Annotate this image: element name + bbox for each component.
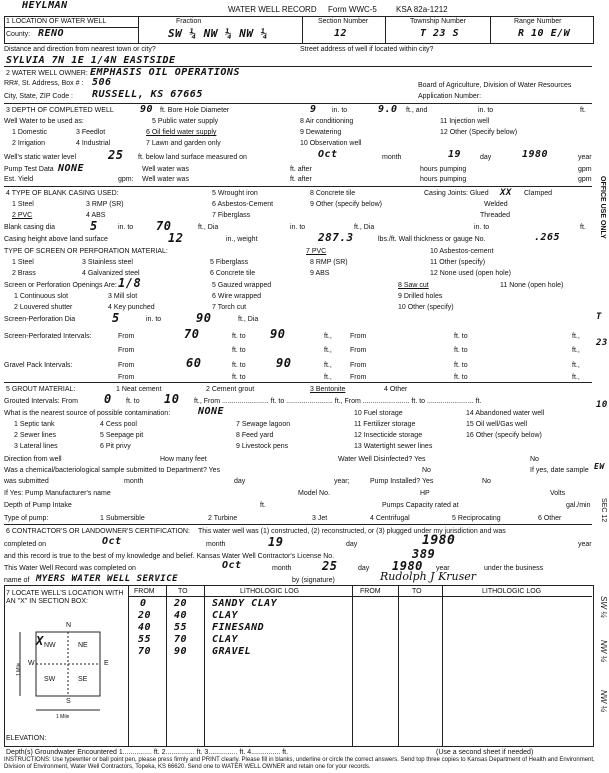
source-option[interactable]: 8 Feed yard xyxy=(236,432,274,439)
clamped-label: Clamped xyxy=(524,190,553,197)
log-row-from: 0 xyxy=(140,598,147,609)
contamination-label: What is the nearest source of possible contamination: xyxy=(4,410,171,417)
statute: KSA 82a-1212 xyxy=(396,5,448,14)
business-label: under the business xyxy=(484,565,544,572)
in-to-label-2: in. to xyxy=(290,224,306,231)
screen-option[interactable]: 9 ABS xyxy=(310,270,330,277)
static-ft-label: ft. below land surface measured on xyxy=(138,154,247,161)
water-well-record-form: HEYLMAN WATER WELL RECORD Form WWC-5 KSA 82a-1212 1 LOCATION OF WATER WELL County: RENO Fraction SW ¼ NW ¼ NW ¼ Section Number 12 Township Number T 23 S Range Number R 10 E/W Distance and direction from nearest town or city? Street address of well if located within city? SYLVIA 7N 1E 1/4N EASTSIDE 2 WATER WELL OWNER: EMPHASIS OIL OPERATIONS RR#, St. Address, Box # : 506 Board of Agriculture, Division of Water Resources City, State, ZIP Code : RUSSELL, KS 67665 Application Number: 3 DEPTH OF COMPLETED WELL 90 ft. Bore Hole Diameter 9 in. to 9.0 ft., and in. to ft. Well Water to be used as: 5 Public water supply 8 Air conditioning 11 Injection well 1 Domestic 3 Feedlot 6 Oil field water supply 9 Dewatering 12 Other (Specify below) 2 Irrigation 4 Industrial 7 Lawn and garden only 10 Observation well Well's static water level 25 ft. below land surface measured on Oct month 19 day 1980 year Pump Test Data NONE Well water was ft. after hours pumping gpm Est. Yield gpm: Well water was ft. after hours pumping gpm 4 TYPE OF BLANK CASING USED: 5 Wrought iron 8 Concrete tile Casing Joints: Glued XX Clamped 1 Steel 3 RMP (SR) 6 Asbestos-Cement 9 Other (specify below) Welded 2 PVC 4 ABS 7 Fiberglass Threaded Blank casing dia 5 in. to 70 ft., Dia in. to ft., Dia in. to ft. Casing height above land surface 12 in., weight 287.3 lbs./ft. Wall thickness or gauge No. .265 TYPE OF SCREEN OR PERFORATION MATERIAL: 7 PVC 10 Asbestos-cement 1 Steel 3 Stainless steel 5 Fiberglass 8 RMP (SR) 11 Other (specify) 2 Brass 4 Galvanized steel 6 Concrete tile 9 ABS 12 None used (open hole) Screen or Perforation Openings Are: 1/8 5 Gauzed wrapped 8 Saw cut 11 None (open hole) 1 Continuous slot 3 Mill slot 6 Wire wrapped 9 Drilled holes 2 Louvered shutter 4 Key punched 7 Torch cut 10 Other (specify) Screen-Perforation Dia 5 in. to 90 ft., Dia Screen-Perforated Intervals: From 70 ft. to 90 ft., From ft. to ft., From ft. to ft., From ft. to ft., Gravel Pack Intervals: From 60 ft. to 90 ft., From ft. to ft., From ft. to ft., From ft. to ft., 5 GROUT MATERIAL: 1 Neat cement 2 Cement grout 3 Bentonite 4 Other Grouted Intervals: From 0 ft. to 10 ft., From ........................ ft. to ........................ ft., From ........................ ft. to ........................ ft. What is the nearest source of possible contamination: NONE 1 Septic tank 4 Cess pool 7 Sewage lagoon 10 Fuel storage 14 Abandoned water well 2 Sewer lines 5 Seepage pit 8 Feed yard 11 Fertilizer storage 15 Oil well/Gas well 3 Lateral lines 6 Pit privy 9 Livestock pens 12 Insecticide storage 16 Other (specify below) 13 Watertight sewer lines Direction from well How many feet Water Well Disinfected? Yes No Was a chemical/bacteriological sample submitted to Department? Yes No If yes, date sample was submitted month day year; Pump Installed? Yes No If Yes: Pump Manufacturer's name Model No. HP Volts Depth of Pump Intake ft. Pumps Capacity rated at gal./min Type of pump: 1 Submersible 2 Turbine 3 Jet 4 Centrifugal 5 Reciprocating 6 Other 6 CONTRACTOR'S OR LANDOWNER'S CERTIFICATION: This water well was (1) constructed, (2) reconstructed, or (3) plugged under my jurisdiction and was completed on Oct month 19 day 1980 year and this record is true to the best of my knowledge and belief. Kansas Water Well Contractor's License No. 389 This Water Well Record was completed on Oct month 25 day 1980 year under the business name of MYERS WATER WELL SERVICE by (signature) Rudolph J Kruser 7 LOCATE WELL'S LOCATION WITH AN "X" IN SECTION BOX: FROM TO LITHOLOGIC LOG FROM TO LITHOLOGIC LOG 0 20 SANDY CLAY 20 40 CLAY 40 55 FINESAND 55 70 CLAY 70 90 GRAVEL N S E W NW NE SW SE X 1 Mile 1 Mile ELEVATION: Depth(s) Groundwater Encountered 1............... ft. 2............... ft. 3............... ft. 4............... ft. (Use a second sheet if needed) INSTRUCTIONS: Use typewriter or ball point pen, please press firmly and PRINT clearly. Please fill in blanks, underline or circle the correct answers. Send top three copies to Kansas Department of Health and Environment, Division of Environment, Water Well Contractors, Topeka, KS 66620. Send one to WATER WELL OWNER and retain one for your records. OFFICE USE ONLY T 23 10 EW SEC 12 SW ¼ NW ¼ NW ¼ xyxy=(4,0,608,770)
log-row-description: GRAVEL xyxy=(212,646,252,657)
section7-title: 7 LOCATE WELL'S LOCATION WITH AN "X" IN SECTION BOX: xyxy=(6,590,124,605)
in-to-label: in. to xyxy=(146,316,162,323)
groundwater-depths: Depth(s) Groundwater Encountered 1............... ft. 2............... ft. 3............... ft. 4............... ft. xyxy=(6,749,289,756)
ft-to-label-7: ft. to xyxy=(232,374,246,381)
side-note: NW ¼ xyxy=(599,690,608,713)
ft-after-label: ft. after xyxy=(290,166,312,173)
gpm-label-3: gpm xyxy=(578,176,592,183)
side-note: 23 xyxy=(596,338,608,348)
opening-option[interactable]: 3 Mill slot xyxy=(108,293,138,300)
use-option[interactable]: 4 Industrial xyxy=(76,140,111,147)
static-label: Well's static water level xyxy=(4,154,77,161)
cert-text-2: and this record is true to the best of my knowledge and belief. Kansas Water Well Contractor's License No. xyxy=(4,553,335,560)
from-label-5: From xyxy=(118,362,135,369)
ft-to-label-2: ft. to xyxy=(454,333,468,340)
name-of-label: name of xyxy=(4,577,30,584)
top-handwritten-name: HEYLMAN xyxy=(22,0,68,11)
ft-after-label-2: ft. after xyxy=(290,176,312,183)
opening-option[interactable]: 5 Gauzed wrapped xyxy=(212,282,272,289)
casing-option-selected[interactable]: 2 PVC xyxy=(12,212,33,219)
well-water-label: Well water was xyxy=(142,166,189,173)
completed-month: Oct xyxy=(102,536,122,547)
ft-end-label: ft. xyxy=(580,107,586,114)
bore-value: 9 xyxy=(310,104,317,115)
static-month: Oct xyxy=(318,149,338,160)
side-note: T xyxy=(596,312,602,322)
rr-label: RR#, St. Address, Box # : xyxy=(4,80,84,87)
source-option[interactable]: 11 Fertilizer storage xyxy=(354,421,416,428)
screen-option[interactable]: 6 Concrete tile xyxy=(210,270,256,277)
log-from-header: FROM xyxy=(134,588,155,595)
screen-option[interactable]: 8 RMP (SR) xyxy=(310,259,348,266)
instructions: INSTRUCTIONS: Use typewriter or ball point pen, please press firmly and PRINT clearly. Please fill in blanks, underline or circle the correct answers. Send top three copies to Kansas Department of Health and Environment, Division of Environment, Water Well Contractors, Topeka, KS 66620. Send one to WATER WELL OWNER and retain one for your records. xyxy=(4,757,595,770)
screen-option[interactable]: 3 Stainless steel xyxy=(82,259,133,266)
opening-option[interactable]: 7 Torch cut xyxy=(212,304,247,311)
screen-option[interactable]: 11 Other (specify) xyxy=(430,259,486,266)
source-option[interactable]: 2 Sewer lines xyxy=(14,432,57,439)
month-label: month xyxy=(382,154,402,161)
screen-intervals-label: Screen-Perforated Intervals: xyxy=(4,333,92,340)
use-option[interactable]: 10 Observation well xyxy=(300,140,362,147)
casing-option[interactable]: 1 Steel xyxy=(12,201,34,208)
log-to-header-2: TO xyxy=(412,588,422,595)
source-option[interactable]: 5 Seepage pit xyxy=(100,432,144,439)
fraction-value: SW ¼ NW ¼ NW ¼ xyxy=(168,27,268,40)
use-option[interactable]: 7 Lawn and garden only xyxy=(146,140,221,147)
compass-south: S xyxy=(66,698,71,705)
casing-option[interactable]: 7 Fiberglass xyxy=(212,212,251,219)
log-row-description: SANDY CLAY xyxy=(212,598,278,609)
ft-to-label: ft. to xyxy=(232,333,246,340)
log-row-to: 70 xyxy=(174,634,188,645)
source-option[interactable]: 15 Oil well/Gas well xyxy=(466,421,528,428)
pump-type-option[interactable]: 6 Other xyxy=(538,515,562,522)
model-label: Model No. xyxy=(298,490,330,497)
screen-option[interactable]: 10 Asbestos-cement xyxy=(430,248,494,255)
hp-label: HP xyxy=(420,490,430,497)
opening-option[interactable]: 2 Louvered shutter xyxy=(14,304,73,311)
weight-label: in., weight xyxy=(226,236,258,243)
manufacturer-label: If Yes: Pump Manufacturer's name xyxy=(4,490,111,497)
log-row-description: FINESAND xyxy=(212,622,265,633)
from-label-3: From xyxy=(118,347,135,354)
street-label: Street address of well if located within city? xyxy=(300,46,434,53)
log-row-from: 55 xyxy=(138,634,152,645)
log-row-from: 40 xyxy=(138,622,152,633)
ft-dia-label-2: ft., Dia xyxy=(354,224,375,231)
pump-type-option[interactable]: 2 Turbine xyxy=(208,515,238,522)
from-label-8: From xyxy=(350,374,367,381)
source-option[interactable]: 14 Abandoned water well xyxy=(466,410,545,417)
grout-option[interactable]: 4 Other xyxy=(384,386,408,393)
casing-option[interactable]: 5 Wrought iron xyxy=(212,190,258,197)
static-value: 25 xyxy=(108,148,124,162)
use-option[interactable]: 12 Other (Specify below) xyxy=(440,129,518,136)
compass-north: N xyxy=(66,622,72,629)
county-label: County: xyxy=(6,31,31,38)
completed-day: 19 xyxy=(268,535,284,549)
casing-option[interactable]: 6 Asbestos-Cement xyxy=(212,201,274,208)
in-to-label-2: in. to xyxy=(478,107,494,114)
ft-to-label-3: ft. to xyxy=(232,347,246,354)
section6-title: 6 CONTRACTOR'S OR LANDOWNER'S CERTIFICATION: xyxy=(6,528,190,535)
ft-label-4: ft., xyxy=(572,347,580,354)
log-row-from: 20 xyxy=(138,610,152,621)
owner-value: EMPHASIS OIL OPERATIONS xyxy=(90,67,240,78)
source-option[interactable]: 4 Cess pool xyxy=(100,421,137,428)
wall-value: .265 xyxy=(534,232,561,243)
gpm-label: gpm xyxy=(578,166,592,173)
capacity-label: Pumps Capacity rated at xyxy=(382,502,459,509)
blank-dia-value: 5 xyxy=(90,219,98,233)
side-note: SEC 12 xyxy=(600,498,607,523)
county-value: RENO xyxy=(38,28,65,39)
in-to-label: in. to xyxy=(332,107,348,114)
casing-option[interactable]: 3 RMP (SR) xyxy=(86,201,124,208)
signature-label: by (signature) xyxy=(292,577,335,584)
form-number: Form WWC-5 xyxy=(328,5,377,14)
joints-label: Casing Joints: Glued xyxy=(424,190,489,197)
use-option[interactable]: 3 Feedlot xyxy=(76,129,106,136)
depth-value: 90 xyxy=(140,104,154,115)
submitted-label: was submitted xyxy=(4,478,49,485)
log-from-header-2: FROM xyxy=(360,588,381,595)
sample-label: Was a chemical/bacteriological sample submitted to Department? Yes xyxy=(4,467,221,474)
ft-label-8: ft., xyxy=(572,374,580,381)
log-row-to: 90 xyxy=(174,646,188,657)
if-yes-label: If yes, date sample xyxy=(530,467,589,474)
city-value: RUSSELL, KS 67665 xyxy=(92,89,203,100)
log-row-to: 55 xyxy=(174,622,188,633)
section2-title: 2 WATER WELL OWNER: xyxy=(6,70,88,77)
source-option[interactable]: 16 Other (specify below) xyxy=(466,432,542,439)
casing-option[interactable]: 8 Concrete tile xyxy=(310,190,356,197)
opening-option[interactable]: 6 Wire wrapped xyxy=(212,293,262,300)
record-completed-label: This Water Well Record was completed on xyxy=(4,565,136,572)
screen-dia-to: 90 xyxy=(196,311,212,325)
ft-label-2: ft., xyxy=(572,333,580,340)
well-location-mark: X xyxy=(36,634,44,648)
year-label: year xyxy=(578,154,592,161)
use-option[interactable]: 1 Domestic xyxy=(12,129,48,136)
completed-label: completed on xyxy=(4,541,47,548)
opening-option[interactable]: 4 Key punched xyxy=(108,304,155,311)
side-note: NW ¼ xyxy=(599,640,608,663)
ft-label-6: ft., xyxy=(572,362,580,369)
blank-dia-label: Blank casing dia xyxy=(4,224,55,231)
opening-option[interactable]: 9 Drilled holes xyxy=(398,293,443,300)
log-row-to: 40 xyxy=(174,610,188,621)
pump-type-label: Type of pump: xyxy=(4,515,49,522)
no-label-3: No xyxy=(482,478,491,485)
license-value: 389 xyxy=(412,547,436,561)
gravel-to: 90 xyxy=(276,356,292,370)
township-value: T 23 S xyxy=(420,28,460,39)
in-to-label-3: in. to xyxy=(474,224,490,231)
completed-year: 1980 xyxy=(422,533,456,548)
range-value: R 10 E/W xyxy=(518,28,571,39)
source-option[interactable]: 9 Livestock pens xyxy=(236,443,289,450)
pump-type-option[interactable]: 4 Centrifugal xyxy=(370,515,410,522)
from-label-2: From xyxy=(350,333,367,340)
from-label: From xyxy=(118,333,135,340)
height-value: 12 xyxy=(168,231,184,245)
form-title: WATER WELL RECORD xyxy=(228,5,317,14)
quadrant-sw: SW xyxy=(44,676,56,683)
grout-option[interactable]: 2 Cement grout xyxy=(206,386,255,393)
section-number-value: 12 xyxy=(334,28,348,39)
section-location-diagram xyxy=(14,620,120,730)
screen-interval-from: 70 xyxy=(184,327,200,341)
bore-label: ft. Bore Hole Diameter xyxy=(160,107,230,114)
use-label: Well Water to be used as: xyxy=(4,118,84,125)
log-row-description: CLAY xyxy=(212,634,239,645)
second-sheet-note: (Use a second sheet if needed) xyxy=(436,749,534,756)
pump-installed-label: Pump Installed? Yes xyxy=(370,478,434,485)
side-note: 10 xyxy=(596,400,608,410)
log-header-2: LITHOLOGIC LOG xyxy=(482,588,542,595)
hours-label: hours pumping xyxy=(420,166,467,173)
contamination-value: NONE xyxy=(198,406,225,417)
use-option[interactable]: 5 Public water supply xyxy=(152,118,219,125)
gravel-from: 60 xyxy=(186,356,202,370)
ft-label: ft., xyxy=(324,333,332,340)
bore-to-value: 9.0 xyxy=(378,104,398,115)
side-note: EW xyxy=(594,462,605,471)
compass-west: W xyxy=(28,660,35,667)
height-label: Casing height above land surface xyxy=(4,236,108,243)
screen-interval-to: 90 xyxy=(270,327,286,341)
source-option[interactable]: 1 Septic tank xyxy=(14,421,55,428)
static-day: 19 xyxy=(448,149,462,160)
log-to-header: TO xyxy=(178,588,188,595)
office-use-only: OFFICE USE ONLY xyxy=(599,176,606,239)
pump-type-option[interactable]: 3 Jet xyxy=(312,515,328,522)
elevation-label: ELEVATION: xyxy=(6,735,47,742)
distance-label: Distance and direction from nearest town or city? xyxy=(4,46,156,53)
grout-option-selected[interactable]: 3 Bentonite xyxy=(310,386,346,393)
quadrant-nw: NW xyxy=(44,642,56,649)
blank-to-value: 70 xyxy=(156,219,172,233)
range-label: Range Number xyxy=(514,18,562,25)
grout-option[interactable]: 1 Neat cement xyxy=(116,386,162,393)
screen-option[interactable]: 1 Steel xyxy=(12,259,34,266)
ft-and-label: ft., and xyxy=(406,107,428,114)
compass-east: E xyxy=(104,660,109,667)
from-label-4: From xyxy=(350,347,367,354)
galmin-label: gal./min xyxy=(566,502,591,509)
use-option[interactable]: 8 Air conditioning xyxy=(300,118,354,125)
opening-option[interactable]: 1 Continuous slot xyxy=(14,293,69,300)
board-label: Board of Agriculture, Division of Water Resources xyxy=(418,82,572,89)
screen-option[interactable]: 2 Brass xyxy=(12,270,36,277)
distance-value: SYLVIA 7N 1E 1/4N EASTSIDE xyxy=(6,55,176,66)
section5-title: 5 GROUT MATERIAL: xyxy=(6,386,76,393)
no-label: No xyxy=(530,456,539,463)
ft-to-label-5: ft. to xyxy=(232,362,246,369)
gravel-pack-label: Gravel Pack Intervals: xyxy=(4,362,73,369)
quadrant-ne: NE xyxy=(78,642,88,649)
opening-option[interactable]: 10 Other (specify) xyxy=(398,304,454,311)
log-row-from: 70 xyxy=(138,646,152,657)
direction-label: Direction from well xyxy=(4,456,62,463)
section3-title: 3 DEPTH OF COMPLETED WELL xyxy=(6,107,114,114)
threaded-label: Threaded xyxy=(480,212,510,219)
casing-option[interactable]: 9 Other (specify below) xyxy=(310,201,382,208)
source-option[interactable]: 6 Pit privy xyxy=(100,443,131,450)
record-month: Oct xyxy=(222,560,242,571)
welded-label: Welded xyxy=(484,201,508,208)
source-option[interactable]: 7 Sewage lagoon xyxy=(236,421,291,428)
from-label-6: From xyxy=(350,362,367,369)
ft-to-label-4: ft. to xyxy=(454,347,468,354)
business-name: MYERS WATER WELL SERVICE xyxy=(36,574,179,584)
mile-label-horizontal: 1 Mile xyxy=(56,714,70,720)
opening-option-selected[interactable]: 8 Saw cut xyxy=(398,282,429,289)
grout-intervals-label: Grouted Intervals: From xyxy=(4,398,78,405)
source-option[interactable]: 12 Insecticide storage xyxy=(354,432,423,439)
joints-value: XX xyxy=(500,188,512,198)
use-option[interactable]: 9 Dewatering xyxy=(300,129,342,136)
no-label-2: No xyxy=(422,467,431,474)
fraction-label: Fraction xyxy=(176,18,202,25)
log-row-description: CLAY xyxy=(212,610,239,621)
from-label-7: From xyxy=(118,374,135,381)
well-water-label-2: Well water was xyxy=(142,176,189,183)
section1-title: 1 LOCATION OF WATER WELL xyxy=(6,18,107,25)
source-option[interactable]: 10 Fuel storage xyxy=(354,410,403,417)
weight-value: 287.3 xyxy=(318,231,354,244)
screen-option[interactable]: 12 None used (open hole) xyxy=(430,270,511,277)
use-option[interactable]: 2 Irrigation xyxy=(12,140,46,147)
quadrant-se: SE xyxy=(78,676,88,683)
screen-title: TYPE OF SCREEN OR PERFORATION MATERIAL: xyxy=(4,248,168,255)
ft-label-7: ft., xyxy=(324,374,332,381)
openings-value: 1/8 xyxy=(118,276,142,290)
mile-label-vertical: 1 Mile xyxy=(16,662,22,676)
casing-option[interactable]: 4 ABS xyxy=(86,212,106,219)
wall-label: lbs./ft. Wall thickness or gauge No. xyxy=(378,236,486,243)
pump-type-option[interactable]: 1 Submersible xyxy=(100,515,145,522)
grout-to: 10 xyxy=(164,392,180,406)
rr-value: 506 xyxy=(92,77,112,88)
record-day: 25 xyxy=(322,559,338,573)
pump-type-option[interactable]: 5 Reciprocating xyxy=(452,515,501,522)
howmany-label: How many feet xyxy=(160,456,207,463)
disinfected-label: Water Well Disinfected? Yes xyxy=(338,456,426,463)
application-label: Application Number: xyxy=(418,93,482,100)
ft-label-3: ft., xyxy=(324,347,332,354)
ft-to-label-6: ft. to xyxy=(454,362,468,369)
ft-to-label-8: ft. to xyxy=(454,374,468,381)
intake-label: Depth of Pump Intake xyxy=(4,502,72,509)
pump-test-label: Pump Test Data xyxy=(4,166,54,173)
screen-option[interactable]: 4 Galvanized steel xyxy=(82,270,140,277)
screen-dia-value: 5 xyxy=(112,311,120,325)
ft-dia-label: ft., Dia xyxy=(238,316,259,323)
screen-dia-label: Screen-Perforation Dia xyxy=(4,316,76,323)
section4-title: 4 TYPE OF BLANK CASING USED: xyxy=(6,190,119,197)
yield-label: Est. Yield xyxy=(4,176,34,183)
gpm-label-2: gpm: xyxy=(118,176,134,183)
pump-test-value: NONE xyxy=(58,163,85,174)
log-header: LITHOLOGIC LOG xyxy=(240,588,300,595)
ft-label-5: ft., xyxy=(324,362,332,369)
grout-from: 0 xyxy=(104,392,112,406)
side-note: SW ¼ xyxy=(599,596,608,618)
day-label: day xyxy=(480,154,492,161)
section-number-label: Section Number xyxy=(318,18,369,25)
openings-label: Screen or Perforation Openings Are: xyxy=(4,282,117,289)
ft-end-label: ft. xyxy=(580,224,586,231)
in-to-label: in. to xyxy=(118,224,134,231)
opening-option[interactable]: 11 None (open hole) xyxy=(500,282,564,289)
city-label: City, State, ZIP Code : xyxy=(4,93,73,100)
hours-label-2: hours pumping xyxy=(420,176,467,183)
static-year: 1980 xyxy=(522,149,549,160)
cert-text: This water well was (1) constructed, (2) reconstructed, or (3) plugged under my jurisdiction and was xyxy=(198,528,506,535)
township-label: Township Number xyxy=(410,18,467,25)
use-option[interactable]: 11 Injection well xyxy=(440,118,490,125)
log-row-to: 20 xyxy=(174,598,188,609)
use-option-selected[interactable]: 6 Oil field water supply xyxy=(146,129,217,136)
ft-dia-label: ft., Dia xyxy=(198,224,219,231)
record-year: 1980 xyxy=(392,559,423,573)
volts-label: Volts xyxy=(550,490,566,497)
contractor-signature: Rudolph J Kruser xyxy=(380,570,477,583)
screen-option[interactable]: 5 Fiberglass xyxy=(210,259,249,266)
screen-option-selected[interactable]: 7 PVC xyxy=(306,248,327,255)
source-option[interactable]: 3 Lateral lines xyxy=(14,443,58,450)
source-option[interactable]: 13 Watertight sewer lines xyxy=(354,443,433,450)
